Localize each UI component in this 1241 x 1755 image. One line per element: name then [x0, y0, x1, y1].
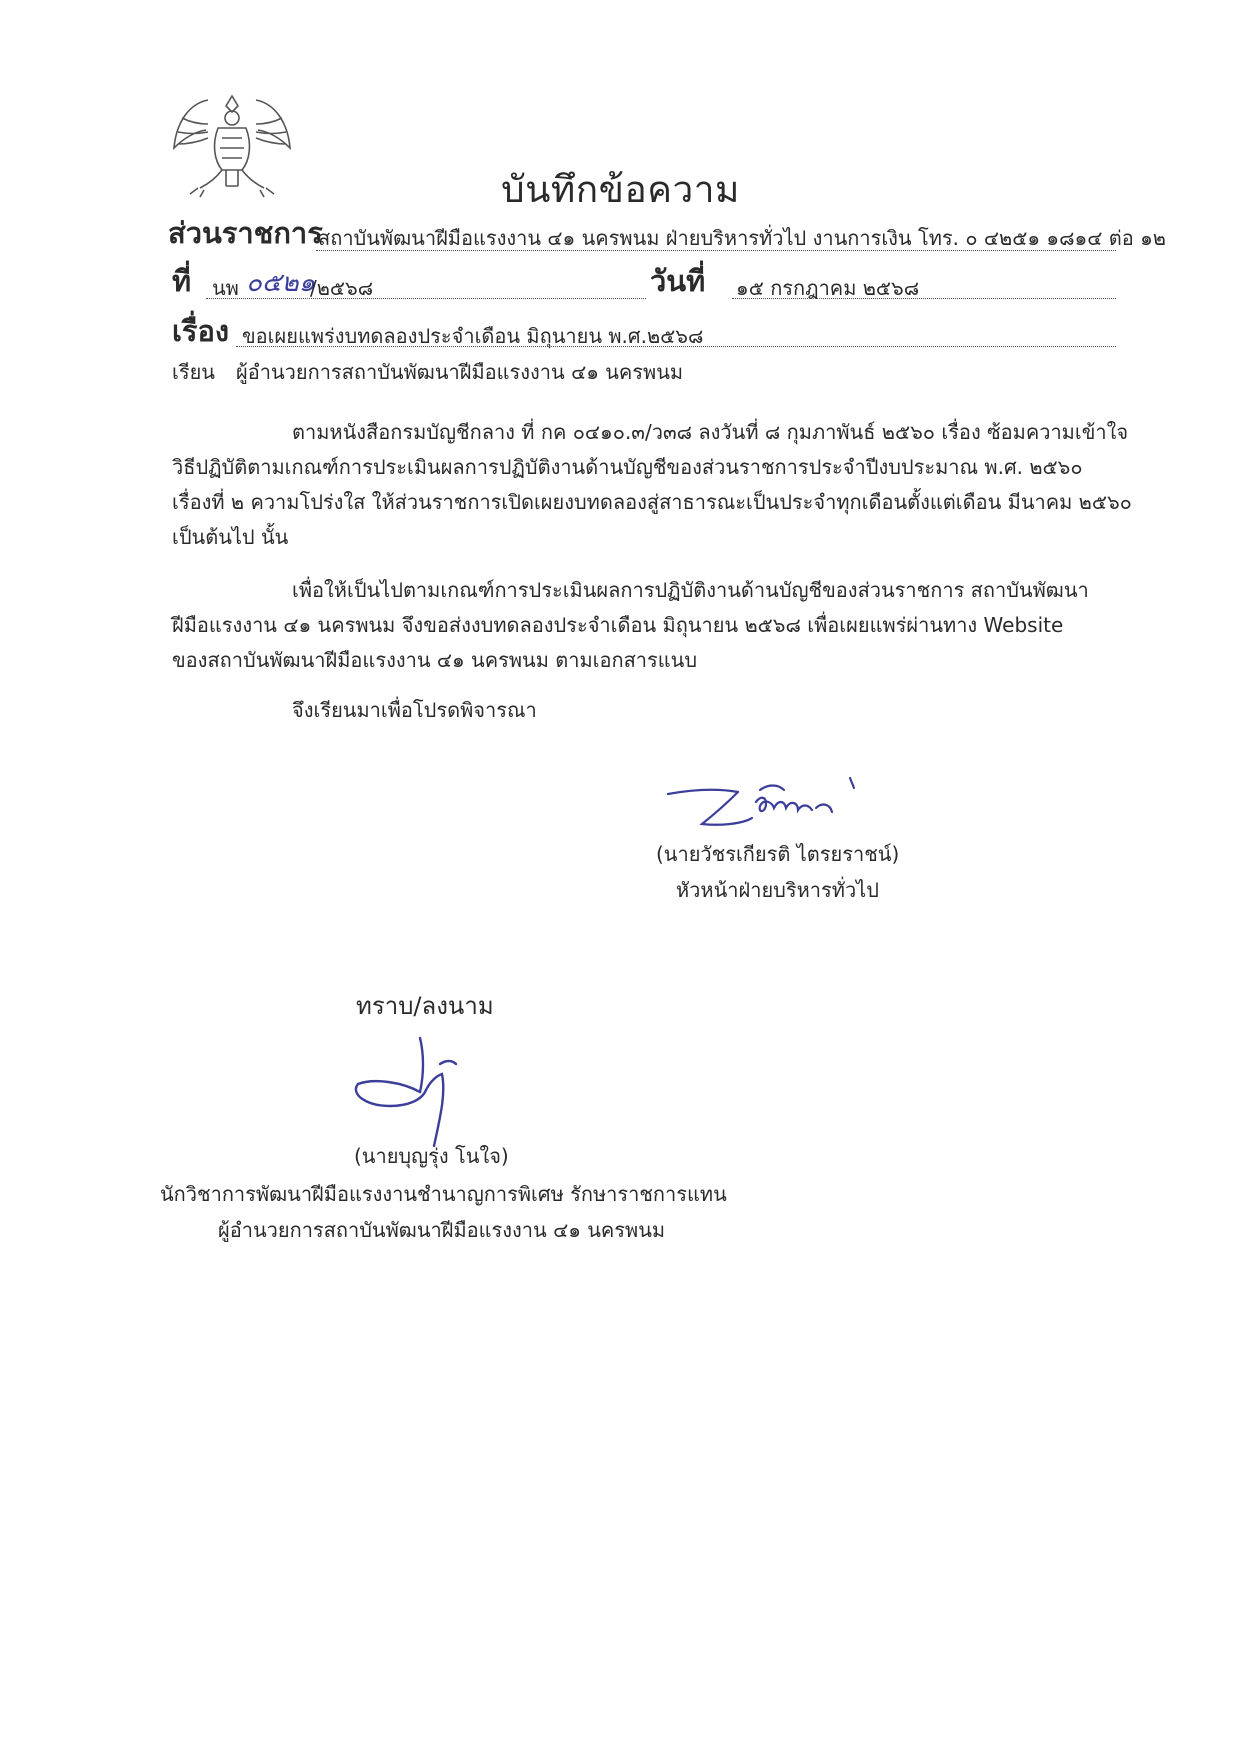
approval-position-line-2: ผู้อำนวยการสถาบันพัฒนาฝีมือแรงงาน ๔๑ นครพนม	[218, 1218, 666, 1242]
approval-position-line-1: นักวิชาการพัฒนาฝีมือแรงงานชำนาญการพิเศษ รักษาราชการแทน	[160, 1182, 727, 1206]
agency-value: สถาบันพัฒนาฝีมือแรงงาน ๔๑ นครพนม ฝ่ายบริหารทั่วไป งานการเงิน โทร. ๐ ๔๒๕๑ ๑๘๑๔ ต่อ ๑๒	[318, 226, 1166, 250]
date-label: วันที่	[650, 264, 706, 298]
approval-label: ทราบ/ลงนาม	[356, 992, 494, 1020]
page-title: บันทึกข้อความ	[501, 168, 740, 211]
p1-line-3: เรื่องที่ ๒ ความโปร่งใส ให้ส่วนราชการเปิดเผยงบทดลองสู่สาธารณะเป็นประจำทุกเดือนตั้งแต่เดือน มีนาคม ๒๕๖๐	[172, 490, 1132, 514]
agency-dotted-line	[316, 250, 1116, 251]
to-value: ผู้อำนวยการสถาบันพัฒนาฝีมือแรงงาน ๔๑ นครพนม	[236, 360, 684, 384]
p2-line-3: ของสถาบันพัฒนาฝีมือแรงงาน ๔๑ นครพนม ตามเอกสารแนบ	[172, 648, 698, 672]
ref-suffix: /๒๕๖๘	[310, 276, 374, 300]
p1-line-4: เป็นต้นไป นั้น	[172, 525, 289, 549]
p2-line-1: เพื่อให้เป็นไปตามเกณฑ์การประเมินผลการปฏิบัติงานด้านบัญชีของส่วนราชการ สถาบันพัฒนา	[292, 578, 1089, 602]
ref-prefix: นพ	[212, 276, 239, 300]
approval-name: (นายบุญรุ่ง โนใจ)	[354, 1144, 509, 1168]
signature-1-position: หัวหน้าฝ่ายบริหารทั่วไป	[676, 878, 879, 902]
subject-value: ขอเผยแพร่งบทดลองประจำเดือน มิถุนายน พ.ศ.๒๕๖๘	[242, 324, 704, 348]
date-value: ๑๕ กรกฎาคม ๒๕๖๘	[736, 276, 920, 300]
subject-label: เรื่อง	[172, 314, 230, 348]
p2-line-2: ฝีมือแรงงาน ๔๑ นครพนม จึงขอส่งงบทดลองประจำเดือน มิถุนายน ๒๕๖๘ เพื่อเผยแพร่ผ่านทาง Website	[172, 613, 1064, 637]
to-label: เรียน	[172, 360, 215, 384]
date-dotted-line	[732, 298, 1116, 299]
signature-1-name: (นายวัชรเกียรติ ไตรยราชน์)	[656, 842, 900, 866]
agency-label: ส่วนราชการ	[168, 216, 323, 250]
p1-line-2: วิธีปฏิบัติตามเกณฑ์การประเมินผลการปฏิบัติงานด้านบัญชีของส่วนราชการประจำปีงบประมาณ พ.ศ. ๒๕๖๐	[172, 455, 1083, 479]
closing-text: จึงเรียนมาเพื่อโปรดพิจารณา	[292, 698, 537, 722]
subject-dotted-line	[236, 346, 1116, 347]
signature-2-icon	[350, 1034, 490, 1154]
ref-number-handwritten: ๐๕๒๑	[246, 268, 316, 298]
ref-label: ที่	[172, 264, 192, 298]
ref-dotted-line	[206, 298, 646, 299]
p1-line-1: ตามหนังสือกรมบัญชีกลาง ที่ กค ๐๔๑๐.๓/ว๓๘ ลงวันที่ ๘ กุมภาพันธ์ ๒๕๖๐ เรื่อง ซ้อมความเข้าใจ	[292, 420, 1129, 444]
signature-1-icon	[660, 768, 870, 838]
